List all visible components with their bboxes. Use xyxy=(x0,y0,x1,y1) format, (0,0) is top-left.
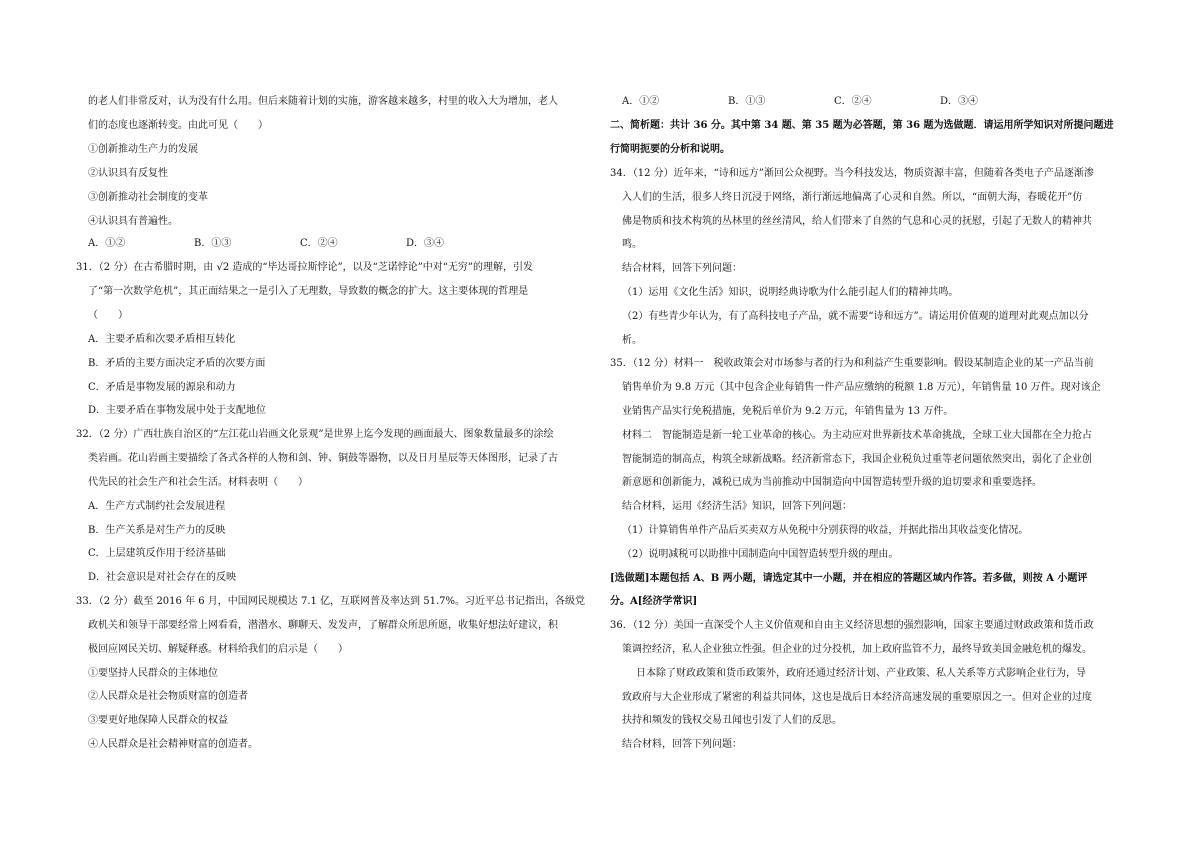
q34-stem: 佛是物质和技术构筑的丛林里的丝丝清风，给人们带来了自然的气息和心灵的抚慰，引起了无数人的精神共 xyxy=(622,216,1092,227)
q36-prompt: 结合材料，回答下列问题： xyxy=(622,739,742,750)
q34-subquestion: （1）运用《文化生活》知识，说明经典诗歌为什么能引起人们的精神共鸣。 xyxy=(622,287,959,298)
q35-prompt: 结合材料，运用《经济生活》知识，回答下列问题： xyxy=(622,501,852,512)
choice-d: D．③④ xyxy=(940,96,979,107)
q34-stem: 34．（12 分）近年来，“诗和远方”渐回公众视野。当今科技发达，物质资源丰富，但随着各类电子产品逐渐渗 xyxy=(610,168,1094,179)
q32-choice: A．生产方式制约社会发展进程 xyxy=(88,501,226,512)
section-heading: 行简明扼要的分析和说明。 xyxy=(610,144,730,155)
choice-b: B．①③ xyxy=(728,96,766,107)
q31-stem: 31．（2 分）在古希腊时期，由 √2 造成的“毕达哥拉斯悖论”，以及“芝诺悖论”中对“无穷”的理解，引发 xyxy=(76,262,534,273)
choice-d: D．③④ xyxy=(406,238,445,249)
elective-heading: 分。A[经济学常识] xyxy=(610,596,698,607)
q33-option: ④人民群众是社会精神财富的创造者。 xyxy=(88,739,258,750)
q33-option: ①要坚持人民群众的主体地位 xyxy=(88,668,218,679)
q32-stem: 类岩画。花山岩画主要描绘了各式各样的人物和剑、钟、铜鼓等器物，以及日月星辰等天体图形，记录了古 xyxy=(88,453,558,464)
q30-text-line: 们的态度也逐渐转变。由此可见（ ） xyxy=(88,120,268,131)
q35-stem: 销售单价为 9.8 万元（其中包含企业每销售一件产品应缴纳的税额 1.8 万元），年销售量 10 万件。现对该企 xyxy=(622,382,1101,393)
q33-stem: 极回应网民关切、解疑释惑。材料给我们的启示是（ ） xyxy=(88,644,348,655)
q32-stem: 代先民的社会生产和社会生活。材料表明（ ） xyxy=(88,477,308,488)
q34-subquestion: 析。 xyxy=(622,335,642,346)
q36-stem: 策调控经济，私人企业独立性强。但企业的过分投机，加上政府监管不力，最终导致美国金融危机的爆发。 xyxy=(622,644,1092,655)
q34-subquestion: （2）有些青少年认为，有了高科技电子产品，就不需要“诗和远方”。请运用价值观的道理对此观点加以分 xyxy=(622,311,1089,322)
q32-choice: B．生产关系是对生产力的反映 xyxy=(88,525,226,536)
q33-choices xyxy=(622,95,1046,109)
q32-choice: C．上层建筑反作用于经济基础 xyxy=(88,548,226,559)
q35-subquestion: （1）计算销售单件产品后买卖双方从免税中分别获得的收益，并据此指出其收益变化情况。 xyxy=(622,525,1029,536)
q35-material: 材料二 智能制造是新一轮工业革命的核心。为主动应对世界新技术革命挑战，全球工业大国都在全力抢占 xyxy=(622,430,1092,441)
elective-heading: [选做题]本题包括 A、B 两小题，请选定其中一小题，并在相应的答题区域内作答。若多做，则按 A 小题评 xyxy=(610,573,1088,584)
q32-choice: D．社会意识是对社会存在的反映 xyxy=(88,572,237,583)
q35-material: 新意愿和创新能力，减税已成为当前推动中国制造向中国智造转型升级的迫切要求和重要选择。 xyxy=(622,477,1042,488)
q35-material: 智能制造的制高点，构筑全球新战略。经济新常态下，我国企业税负过重等老问题依然突出，弱化了企业创 xyxy=(622,454,1092,465)
q36-stem: 致政府与大企业形成了紧密的利益共同体，这也是战后日本经济高速发展的重要原因之一。但对企业的过度 xyxy=(622,692,1092,703)
q31-choice: C．矛盾是事物发展的源泉和动力 xyxy=(88,382,236,393)
choice-a: A．①② xyxy=(622,96,660,107)
q32-stem: 32．（2 分）广西壮族自治区的“左江花山岩画文化景观”是世界上迄今发现的画面最大、图象数量最多的涂绘 xyxy=(76,429,554,440)
choice-c: C．②④ xyxy=(300,238,338,249)
q30-option: ③创新推动社会制度的变革 xyxy=(88,192,208,203)
q31-choice: B．矛盾的主要方面决定矛盾的次要方面 xyxy=(88,358,266,369)
q33-option: ②人民群众是社会物质财富的创造者 xyxy=(88,691,248,702)
q33-stem: 33．（2 分）截至 2016 年 6 月，中国网民规模达 7.1 亿，互联网普及率达到 51.7%。习近平总书记指出，各级党 xyxy=(76,596,585,607)
q30-option: ①创新推动生产力的发展 xyxy=(88,144,198,155)
q36-stem: 36．（12 分）美国一直深受个人主义价值观和自由主义经济思想的强烈影响，国家主要通过财政政策和货币政 xyxy=(610,620,1094,631)
q35-stem: 35．（12 分）材料一 税收政策会对市场参与者的行为和利益产生重要影响。假设某制造企业的某一产品当前 xyxy=(610,358,1094,369)
q34-stem: 入人们的生活，很多人终日沉浸于网络，渐行渐远地偏离了心灵和自然。所以，“面朝大海，春暖花开”仿 xyxy=(622,192,1083,203)
q30-option: ②认识具有反复性 xyxy=(88,168,168,179)
q33-stem: 政机关和领导干部要经常上网看看，潜潜水、聊聊天、发发声，了解群众所思所愿，收集好想法好建议，积 xyxy=(88,620,558,631)
q36-stem: 扶持和频发的钱权交易丑闻也引发了人们的反思。 xyxy=(622,715,842,726)
q30-text-line: 的老人们非常反对，认为没有什么用。但后来随着计划的实施，游客越来越多，村里的收入大为增加，老人 xyxy=(88,96,558,107)
q31-stem: （ ） xyxy=(88,310,128,321)
choice-c: C．②④ xyxy=(834,96,872,107)
section-heading: 二、简析题：共计 36 分。其中第 34 题、第 35 题为必答题，第 36 题为选做题．请运用所学知识对所提问题进 xyxy=(610,120,1114,131)
choice-a: A．①② xyxy=(88,238,126,249)
q30-choices xyxy=(88,237,512,251)
q34-stem: 鸣。 xyxy=(622,239,642,250)
q34-prompt: 结合材料，回答下列问题： xyxy=(622,263,742,274)
q31-choice: A．主要矛盾和次要矛盾相互转化 xyxy=(88,334,236,345)
q31-choice: D．主要矛盾在事物发展中处于支配地位 xyxy=(88,405,267,416)
q35-subquestion: （2）说明减税可以助推中国制造向中国智造转型升级的理由。 xyxy=(622,549,899,560)
q31-stem: 了“第一次数学危机”，其正面结果之一是引入了无理数，导致数的概念的扩大。这主要体现的哲理是 xyxy=(88,286,529,297)
q30-option: ④认识具有普遍性。 xyxy=(88,216,178,227)
q33-option: ③要更好地保障人民群众的权益 xyxy=(88,715,228,726)
q35-stem: 业销售产品实行免税措施，免税后单价为 9.2 万元，年销售量为 13 万件。 xyxy=(622,406,954,417)
choice-b: B．①③ xyxy=(194,238,232,249)
q36-stem: 日本除了财政政策和货币政策外，政府还通过经济计划、产业政策、私人关系等方式影响企业行为，导 xyxy=(636,668,1086,679)
